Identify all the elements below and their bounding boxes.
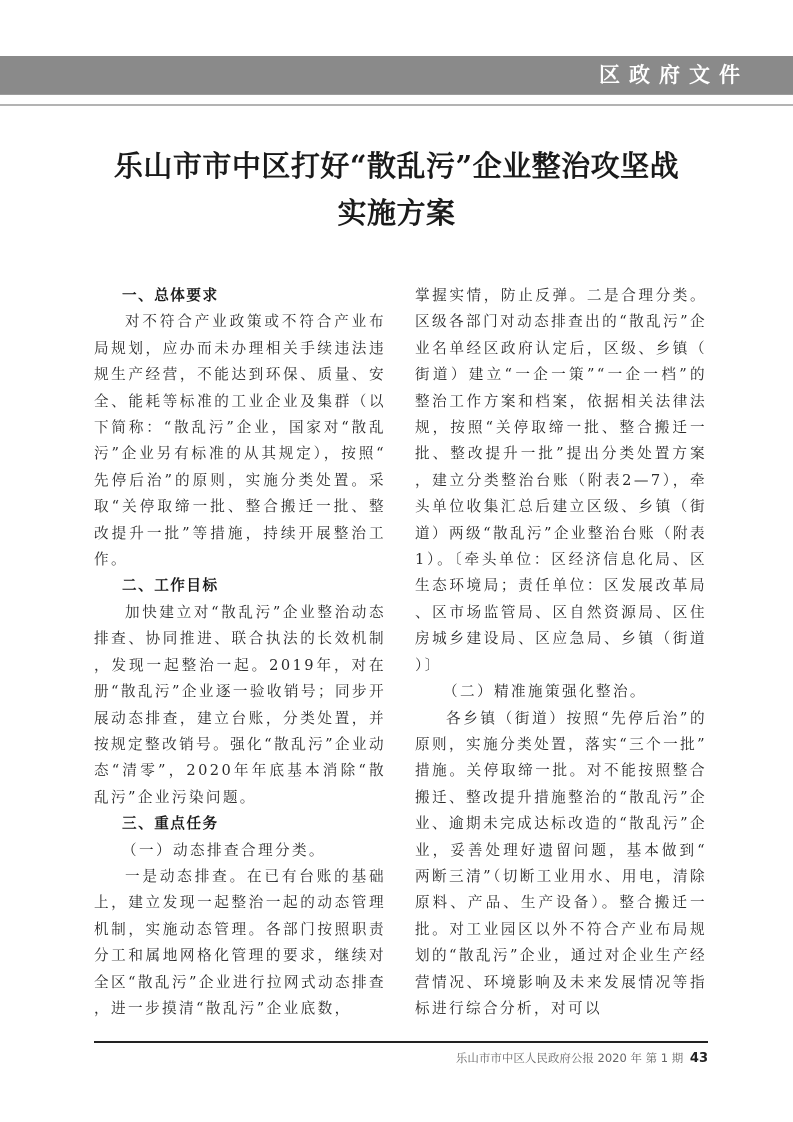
paragraph-dynamic-inspection: 一是动态排查。在已有台账的基础上，建立发现一起整治一起的动态管理机制，实施动态管理。各部门按照职责分工和属地网格化管理的要求，继续对全区“散乱污”企业进行拉网式动态排查，进一步摸清“散乱污”企业底数， [94,867,386,1017]
section-heading-key-tasks: 三、重点任务 [122,815,219,833]
left-column [94,283,386,1022]
section-heading-general-requirements: 一、总体要求 [122,287,219,304]
subheading-dynamic-inspection: （一）动态排查合理分类。 [122,841,326,859]
section-heading-work-goals: 二、工作目标 [122,577,219,595]
subheading-targeted-measures: （二）精准施策强化整治。 [443,683,647,701]
section-label: 区政府文件 [599,63,749,87]
paragraph-general-requirements: 对不符合产业政策或不符合产业布局规划，应办而未办理相关手续违法违规生产经营，不能达到环保、质量、安全、能耗等标准的工业企业及集群（以下简称：“散乱污”企业，国家对“散乱污”企业另有标准的从其规定），按照“先停后治”的原则，实施分类处置。采取“关停取缔一批、整合搬迁一批、整改提升一批”等措施，持续开展整治工作。 [94,313,386,569]
right-column [415,283,707,1022]
paragraph-classification: 掌握实情，防止反弹。二是合理分类。区级各部门对动态排查出的“散乱污”企业名单经区政府认定后，区级、乡镇（街道）建立“一企一策”“一企一档”的整治工作方案和档案，依据相关法律法规，按照“关停取缔一批、整合搬迁一批、整改提升一批”提出分类处置方案，建立分类整治台账（附表2—7），牵头单位收集汇总后建立区级、乡镇（街道）两级“散乱污”企业整治台账（附表1）。〔牵头单位：区经济信息化局、区生态环境局；责任单位：区发展改革局、区市场监管局、区自然资源局、区住房城乡建设局、区应急局、乡镇（街道）〕 [415,287,707,674]
publication-info: 乐山市市中区人民政府公报 2020 年 第 1 期 [455,1051,684,1065]
document-title-line-1: 乐山市市中区打好“散乱污”企业整治攻坚战 [113,149,680,183]
page-number: 43 [689,1051,708,1066]
header-divider [0,104,793,106]
paragraph-work-goals: 加快建立对“散乱污”企业整治动态排查、协同推进、联合执法的长效机制，发现一起整治一起。2019年，对在册“散乱污”企业逐一验收销号；同步开展动态排查，建立台账，分类处置，并按规定整改销号。强化“散乱污”企业动态“清零”，2020年年底基本消除“散乱污”企业污染问题。 [94,603,386,806]
page-footer [456,1050,708,1067]
section-header-band [0,56,793,95]
footer-divider [94,1041,708,1043]
paragraph-targeted-measures: 各乡镇（街道）按照“先停后治”的原则，实施分类处置，落实“三个一批”措施。关停取缔一批。对不能按照整合搬迁、整改提升措施整治的“散乱污”企业、逾期未完成达标改造的“散乱污”企业，妥善处理好遗留问题，基本做到“两断三清”（切断工业用水、用电，清除原料、产品、生产设备）。整合搬迁一批。对工业园区以外不符合产业布局规划的“散乱污”企业，通过对企业生产经营情况、环境影响及未来发展情况等指标进行综合分析，对可以 [415,709,707,1017]
document-title-line-2: 实施方案 [337,196,456,230]
